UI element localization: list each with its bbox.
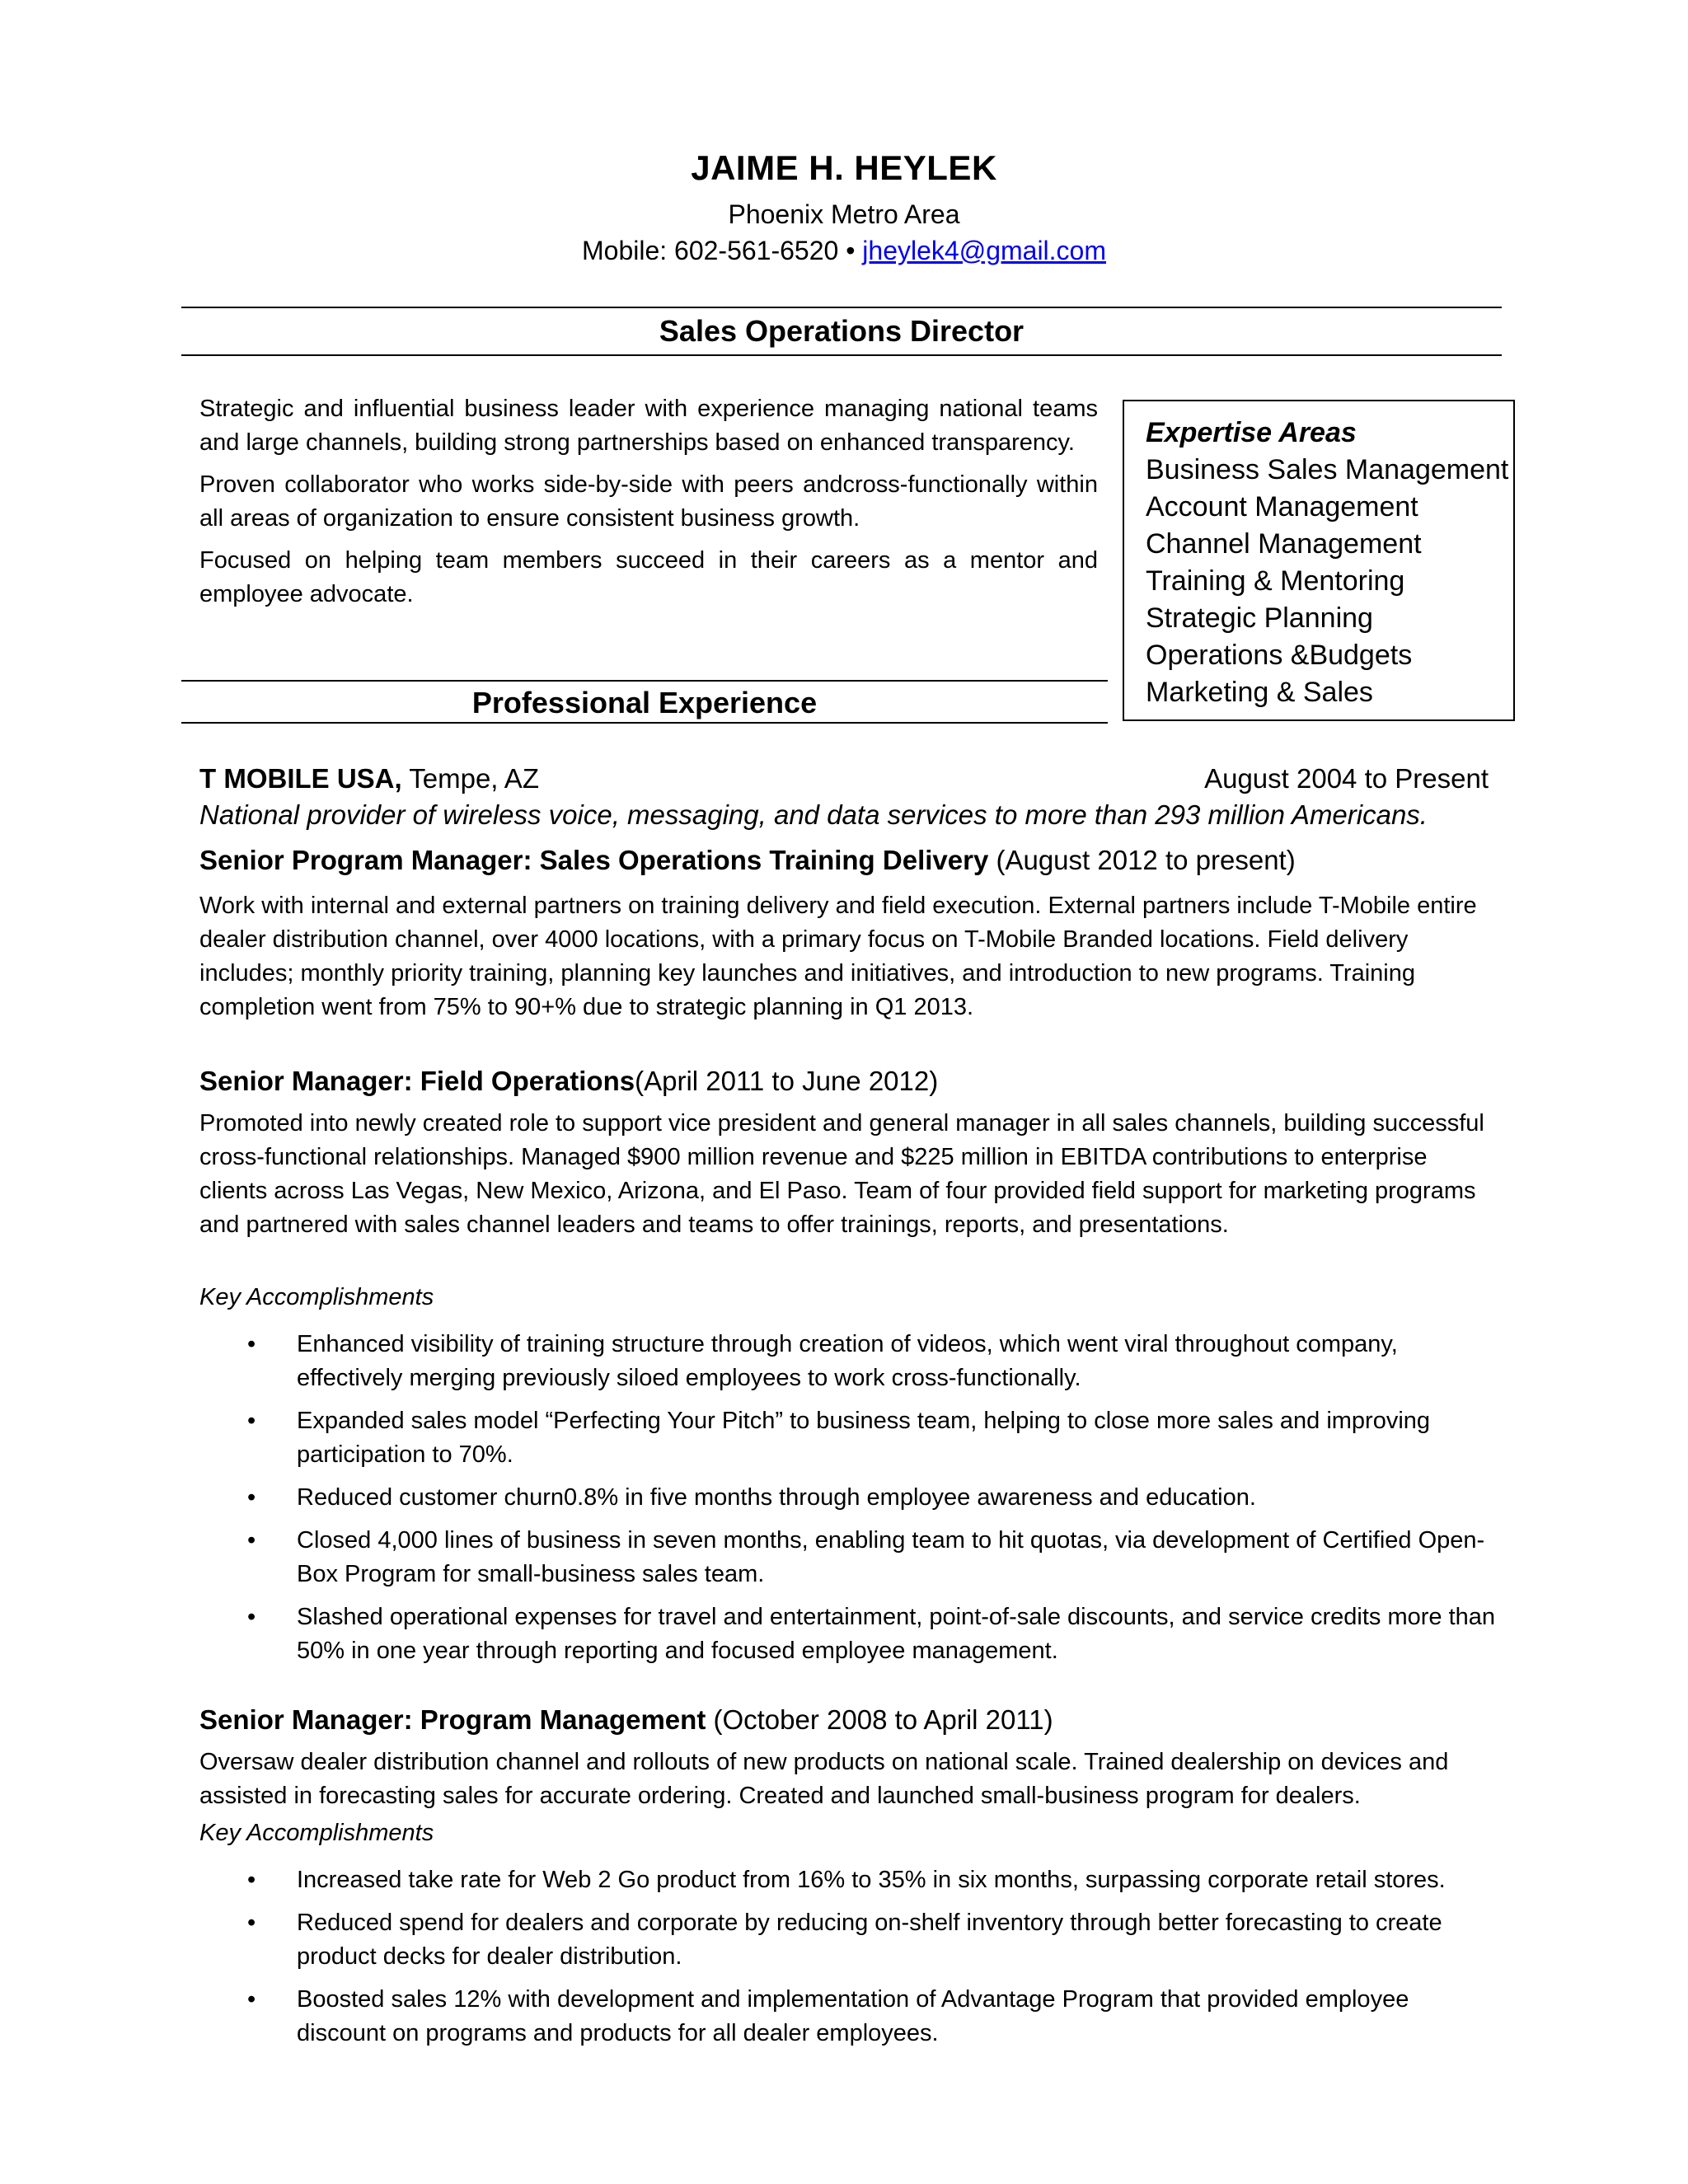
bullet-icon: • xyxy=(247,1408,256,1434)
company-description: National provider of wireless voice, messaging, and data services to more than 293 million Americans. xyxy=(199,799,1428,830)
expertise-item: Training & Mentoring xyxy=(1146,565,1405,597)
summary-paragraph: Strategic and influential business leader with experience managing national teams and large channels, building strong partnerships based on enhanced transparency. xyxy=(199,396,1098,456)
role-dates: (October 2008 to April 2011) xyxy=(706,1704,1053,1735)
company-name: T MOBILE USA, xyxy=(199,763,402,794)
contact-phone: Mobile: 602-561-6520 • xyxy=(581,236,856,265)
bullet-icon: • xyxy=(247,1484,256,1511)
bullet-icon: • xyxy=(247,1867,256,1893)
bullet-icon: • xyxy=(247,1986,256,2013)
role-title xyxy=(199,845,1296,876)
candidate-location: Phoenix Metro Area xyxy=(728,199,960,229)
role-description: Promoted into newly created role to support vice president and general manager in all sales channels, building successful cross-functional relationships. Managed $900 million revenue and $225 million in EBITDA contributions to enterprise clients across Las Vegas, New Mexico, Arizona, and El Paso. Team of four provided field support for marketing programs and partnered with sales channel leaders and teams to offer trainings, reports, and presentations. xyxy=(199,1110,1484,1238)
role-dates: (April 2011 to June 2012) xyxy=(635,1066,939,1096)
role-title xyxy=(199,1066,938,1097)
accomplishments-list xyxy=(247,1863,1500,2060)
list-item: • Boosted sales 12% with development and implementation of Advantage Program that provided employee discount on programs and products for all dealer employees. xyxy=(247,1983,1500,2050)
key-accomplishments-label: Key Accomplishments xyxy=(199,1820,434,1846)
experience-rule-bottom xyxy=(181,722,1108,724)
expertise-title: Expertise Areas xyxy=(1146,417,1357,448)
role-name: Senior Manager: Field Operations xyxy=(199,1066,635,1096)
expertise-item: Channel Management xyxy=(1146,528,1422,560)
company-dates: August 2004 to Present xyxy=(1204,763,1489,794)
list-item: • Reduced customer churn0.8% in five months through employee awareness and education. xyxy=(247,1481,1500,1515)
list-item: • Expanded sales model “Perfecting Your Pitch” to business team, helping to close more sales and improving participation to 70%. xyxy=(247,1404,1500,1472)
company-line xyxy=(199,763,1489,794)
bullet-icon: • xyxy=(247,1910,256,1936)
title-rule-bottom xyxy=(181,354,1502,356)
expertise-item: Operations &Budgets xyxy=(1146,640,1413,671)
bullet-icon: • xyxy=(247,1604,256,1630)
expertise-item: Strategic Planning xyxy=(1146,602,1373,634)
expertise-item: Marketing & Sales xyxy=(1146,677,1373,708)
list-item: • Reduced spend for dealers and corporate by reducing on-shelf inventory through better forecasting to create product decks for dealer distribution. xyxy=(247,1906,1500,1974)
bullet-icon: • xyxy=(247,1331,256,1357)
key-accomplishments-label: Key Accomplishments xyxy=(199,1284,434,1310)
expertise-item: Business Sales Management xyxy=(1146,454,1509,485)
summary-paragraph: Focused on helping team members succeed in their careers as a mentor and employee advocate. xyxy=(199,547,1098,607)
role-description: Work with internal and external partners on training delivery and field execution. External partners include T-Mobile entire dealer distribution channel, over 4000 locations, with a primary focus on T-Mobile Branded locations. Field delivery includes; monthly priority training, planning key launches and initiatives, and introduction to new programs. Training completion went from 75% to 90+% due to strategic planning in Q1 2013. xyxy=(199,893,1477,1020)
expertise-item: Account Management xyxy=(1146,491,1418,523)
experience-rule-top xyxy=(181,680,1108,682)
email-link[interactable]: jheylek4@gmail.com xyxy=(862,236,1106,265)
role-title xyxy=(199,1704,1053,1736)
experience-heading: Professional Experience xyxy=(471,686,818,719)
list-item: • Increased take rate for Web 2 Go product from 16% to 35% in six months, surpassing corporate retail stores. xyxy=(247,1863,1500,1897)
role-dates: (August 2012 to present) xyxy=(988,845,1296,875)
list-item: • Enhanced visibility of training structure through creation of videos, which went viral throughout company, effectively merging previously siloed employees to work cross-functionally. xyxy=(247,1328,1500,1395)
role-name: Senior Program Manager: Sales Operations Training Delivery xyxy=(199,845,989,875)
candidate-name: JAIME H. HEYLEK xyxy=(691,148,997,187)
resume-title: Sales Operations Director xyxy=(659,314,1025,348)
summary-paragraph: Proven collaborator who works side-by-side with peers andcross-functionally within all areas of organization to ensure consistent business growth. xyxy=(199,471,1098,532)
accomplishments-list xyxy=(247,1328,1500,1677)
role-name: Senior Manager: Program Management xyxy=(199,1704,706,1735)
bullet-icon: • xyxy=(247,1527,256,1554)
list-item: • Slashed operational expenses for travel and entertainment, point-of-sale discounts, and service credits more than 50% in one year through reporting and focused employee management. xyxy=(247,1601,1500,1668)
contact-line xyxy=(0,236,1688,266)
company-location: Tempe, AZ xyxy=(401,763,539,794)
summary-section xyxy=(199,392,1098,620)
list-item: • Closed 4,000 lines of business in seven months, enabling team to hit quotas, via development of Certified Open-Box Program for small-business sales team. xyxy=(247,1524,1500,1591)
title-rule-top xyxy=(181,307,1502,308)
expertise-box xyxy=(1123,400,1515,721)
role-description: Oversaw dealer distribution channel and rollouts of new products on national scale. Trained dealership on devices and assisted in forecasting sales for accurate ordering. Created and launched small-business program for dealers. xyxy=(199,1749,1449,1809)
